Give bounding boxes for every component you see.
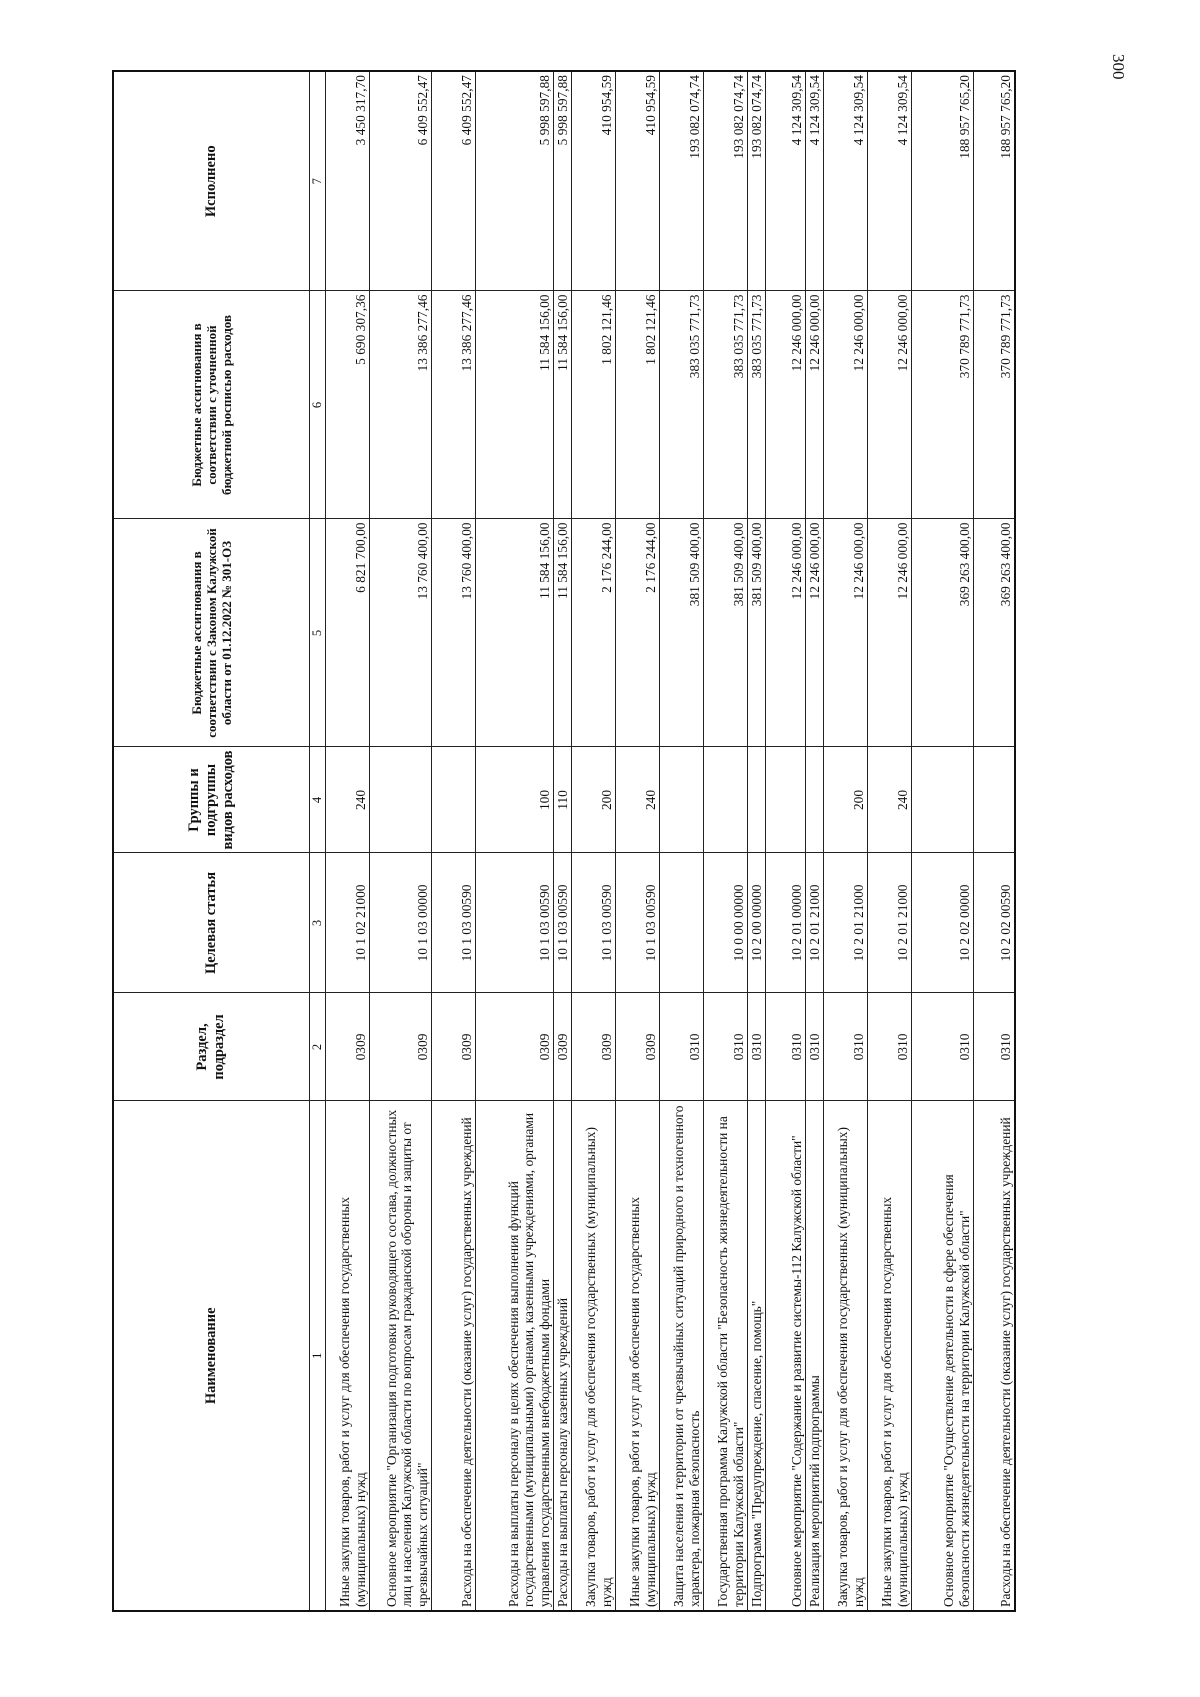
- column-header-law: Бюджетные ассигнования в соответствии с Законом Калужской области от 01.12.2022 № 301-ОЗ: [113, 519, 309, 747]
- table-row: [615, 71, 659, 1611]
- executed-amount-cell: 410 954,59: [571, 71, 615, 291]
- table-row: [973, 71, 1015, 1611]
- law-amount-cell: 2 176 244,00: [571, 519, 615, 747]
- refined-amount-cell: 1 802 121,46: [615, 291, 659, 519]
- column-number: 3: [309, 853, 325, 993]
- executed-amount-cell: 4 124 309,54: [805, 71, 823, 291]
- refined-amount-cell: 11 584 156,00: [475, 291, 553, 519]
- row-name-cell: Реализация мероприятий подпрограммы: [805, 1101, 823, 1611]
- table-row: [475, 71, 553, 1611]
- refined-amount-cell: 383 035 771,73: [703, 291, 747, 519]
- target-article-cell: 10 2 02 00590: [973, 853, 1015, 993]
- row-name-cell: Расходы на выплаты персоналу казенных учреждений: [553, 1101, 571, 1611]
- refined-amount-cell: 370 789 771,73: [973, 291, 1015, 519]
- refined-amount-cell: 13 386 277,46: [369, 291, 431, 519]
- expense-group-cell: [659, 747, 703, 853]
- executed-amount-cell: 5 998 597,88: [553, 71, 571, 291]
- law-amount-cell: 369 263 400,00: [973, 519, 1015, 747]
- refined-amount-cell: 383 035 771,73: [747, 291, 765, 519]
- section-cell: 0309: [431, 993, 475, 1101]
- law-amount-cell: 2 176 244,00: [615, 519, 659, 747]
- target-article-cell: 10 2 00 00000: [747, 853, 765, 993]
- refined-amount-cell: 13 386 277,46: [431, 291, 475, 519]
- executed-amount-cell: 193 082 074,74: [747, 71, 765, 291]
- row-name-cell: Расходы на выплаты персоналу в целях обеспечения выполнения функций государственными (муниципальными) органами, казенными учреждениями, органами управления государственными внебюджетными фондами: [475, 1101, 553, 1611]
- expense-group-cell: [369, 747, 431, 853]
- section-cell: 0309: [475, 993, 553, 1101]
- target-article-cell: 10 1 03 00590: [475, 853, 553, 993]
- column-header-group: Группы и подгруппы видов расходов: [113, 747, 309, 853]
- executed-amount-cell: 5 998 597,88: [475, 71, 553, 291]
- column-number: 7: [309, 71, 325, 291]
- expense-group-cell: [747, 747, 765, 853]
- refined-amount-cell: 12 246 000,00: [805, 291, 823, 519]
- table-row: [747, 71, 765, 1611]
- row-name-cell: Закупка товаров, работ и услуг для обеспечения государственных (муниципальных) нужд: [571, 1101, 615, 1611]
- table-row: [553, 71, 571, 1611]
- table-row: [325, 71, 369, 1611]
- expense-group-cell: [765, 747, 805, 853]
- section-cell: 0310: [747, 993, 765, 1101]
- row-name-cell: Основное мероприятие "Содержание и развитие системы-112 Калужской области": [765, 1101, 805, 1611]
- executed-amount-cell: 410 954,59: [615, 71, 659, 291]
- executed-amount-cell: 4 124 309,54: [867, 71, 911, 291]
- row-name-cell: Основное мероприятие "Организация подготовки руководящего состава, должностных лиц и населения Калужской области по вопросам гражданской обороны и защиты от чрезвычайных ситуаций": [369, 1101, 431, 1611]
- table-row: [867, 71, 911, 1611]
- table-header-row: [113, 71, 309, 1611]
- refined-amount-cell: 5 690 307,36: [325, 291, 369, 519]
- executed-amount-cell: 6 409 552,47: [431, 71, 475, 291]
- law-amount-cell: 13 760 400,00: [369, 519, 431, 747]
- expense-group-cell: [703, 747, 747, 853]
- target-article-cell: 10 2 02 00000: [911, 853, 973, 993]
- target-article-cell: [659, 853, 703, 993]
- expense-group-cell: 240: [867, 747, 911, 853]
- budget-table: [112, 70, 1016, 1612]
- law-amount-cell: 381 509 400,00: [747, 519, 765, 747]
- refined-amount-cell: 383 035 771,73: [659, 291, 703, 519]
- section-cell: 0310: [659, 993, 703, 1101]
- law-amount-cell: 11 584 156,00: [475, 519, 553, 747]
- row-name-cell: Государственная программа Калужской области "Безопасность жизнедеятельности на территории Калужской области": [703, 1101, 747, 1611]
- expense-group-cell: 110: [553, 747, 571, 853]
- law-amount-cell: 12 246 000,00: [805, 519, 823, 747]
- expense-group-cell: [911, 747, 973, 853]
- law-amount-cell: 6 821 700,00: [325, 519, 369, 747]
- refined-amount-cell: 12 246 000,00: [765, 291, 805, 519]
- table-row: [369, 71, 431, 1611]
- section-cell: 0310: [911, 993, 973, 1101]
- expense-group-cell: [431, 747, 475, 853]
- section-cell: 0310: [765, 993, 805, 1101]
- column-header-name: Наименование: [113, 1101, 309, 1611]
- column-header-refined: Бюджетные ассигнования в соответствии с уточненной бюджетной росписью расходов: [113, 291, 309, 519]
- target-article-cell: 10 2 01 21000: [805, 853, 823, 993]
- target-article-cell: 10 1 03 00590: [615, 853, 659, 993]
- table-row: [571, 71, 615, 1611]
- row-name-cell: Основное мероприятие "Осуществление деятельности в сфере обеспечения безопасности жизнедеятельности на территории Калужской области": [911, 1101, 973, 1611]
- section-cell: 0310: [703, 993, 747, 1101]
- target-article-cell: 10 2 01 21000: [823, 853, 867, 993]
- page-number: 300: [1109, 54, 1128, 80]
- law-amount-cell: 381 509 400,00: [703, 519, 747, 747]
- expense-group-cell: 200: [823, 747, 867, 853]
- refined-amount-cell: 370 789 771,73: [911, 291, 973, 519]
- expense-group-cell: 200: [571, 747, 615, 853]
- rotated-page-content: [112, 72, 1060, 1612]
- law-amount-cell: 12 246 000,00: [867, 519, 911, 747]
- executed-amount-cell: 4 124 309,54: [823, 71, 867, 291]
- expense-group-cell: 240: [325, 747, 369, 853]
- column-number: 5: [309, 519, 325, 747]
- expense-group-cell: 240: [615, 747, 659, 853]
- refined-amount-cell: 12 246 000,00: [867, 291, 911, 519]
- expense-group-cell: [973, 747, 1015, 853]
- law-amount-cell: 369 263 400,00: [911, 519, 973, 747]
- law-amount-cell: 12 246 000,00: [823, 519, 867, 747]
- executed-amount-cell: 188 957 765,20: [911, 71, 973, 291]
- table-row: [659, 71, 703, 1611]
- row-name-cell: Закупка товаров, работ и услуг для обеспечения государственных (муниципальных) нужд: [823, 1101, 867, 1611]
- section-cell: 0309: [615, 993, 659, 1101]
- row-name-cell: Иные закупки товаров, работ и услуг для обеспечения государственных (муниципальных) нужд: [867, 1101, 911, 1611]
- table-row: [431, 71, 475, 1611]
- column-number-row: [309, 71, 325, 1611]
- expense-group-cell: 100: [475, 747, 553, 853]
- column-header-executed: Исполнено: [113, 71, 309, 291]
- section-cell: 0309: [553, 993, 571, 1101]
- column-number: 4: [309, 747, 325, 853]
- law-amount-cell: 381 509 400,00: [659, 519, 703, 747]
- target-article-cell: 10 2 01 00000: [765, 853, 805, 993]
- row-name-cell: Иные закупки товаров, работ и услуг для обеспечения государственных (муниципальных) нужд: [615, 1101, 659, 1611]
- section-cell: 0310: [805, 993, 823, 1101]
- target-article-cell: 10 1 03 00590: [571, 853, 615, 993]
- section-cell: 0310: [973, 993, 1015, 1101]
- law-amount-cell: 13 760 400,00: [431, 519, 475, 747]
- law-amount-cell: 12 246 000,00: [765, 519, 805, 747]
- table-row: [765, 71, 805, 1611]
- row-name-cell: Расходы на обеспечение деятельности (оказание услуг) государственных учреждений: [973, 1101, 1015, 1611]
- row-name-cell: Защита населения и территории от чрезвычайных ситуаций природного и техногенного характера, пожарная безопасность: [659, 1101, 703, 1611]
- row-name-cell: Иные закупки товаров, работ и услуг для обеспечения государственных (муниципальных) нужд: [325, 1101, 369, 1611]
- target-article-cell: 10 1 03 00590: [431, 853, 475, 993]
- target-article-cell: 10 1 03 00000: [369, 853, 431, 993]
- target-article-cell: 10 1 03 00590: [553, 853, 571, 993]
- column-number: 6: [309, 291, 325, 519]
- row-name-cell: Подпрограмма "Предупреждение, спасение, помощь": [747, 1101, 765, 1611]
- executed-amount-cell: 193 082 074,74: [703, 71, 747, 291]
- target-article-cell: 10 1 02 21000: [325, 853, 369, 993]
- section-cell: 0310: [823, 993, 867, 1101]
- target-article-cell: 10 0 00 00000: [703, 853, 747, 993]
- executed-amount-cell: 6 409 552,47: [369, 71, 431, 291]
- column-number: 2: [309, 993, 325, 1101]
- table-row: [823, 71, 867, 1611]
- row-name-cell: Расходы на обеспечение деятельности (оказание услуг) государственных учреждений: [431, 1101, 475, 1611]
- executed-amount-cell: 188 957 765,20: [973, 71, 1015, 291]
- executed-amount-cell: 193 082 074,74: [659, 71, 703, 291]
- refined-amount-cell: 12 246 000,00: [823, 291, 867, 519]
- table-row: [911, 71, 973, 1611]
- executed-amount-cell: 3 450 317,70: [325, 71, 369, 291]
- section-cell: 0309: [369, 993, 431, 1101]
- executed-amount-cell: 4 124 309,54: [765, 71, 805, 291]
- table-row: [805, 71, 823, 1611]
- section-cell: 0309: [571, 993, 615, 1101]
- refined-amount-cell: 11 584 156,00: [553, 291, 571, 519]
- column-header-target: Целевая статья: [113, 853, 309, 993]
- column-header-section: Раздел, подраздел: [113, 993, 309, 1101]
- law-amount-cell: 11 584 156,00: [553, 519, 571, 747]
- section-cell: 0310: [867, 993, 911, 1101]
- table-row: [703, 71, 747, 1611]
- section-cell: 0309: [325, 993, 369, 1101]
- target-article-cell: 10 2 01 21000: [867, 853, 911, 993]
- refined-amount-cell: 1 802 121,46: [571, 291, 615, 519]
- column-number: 1: [309, 1101, 325, 1611]
- expense-group-cell: [805, 747, 823, 853]
